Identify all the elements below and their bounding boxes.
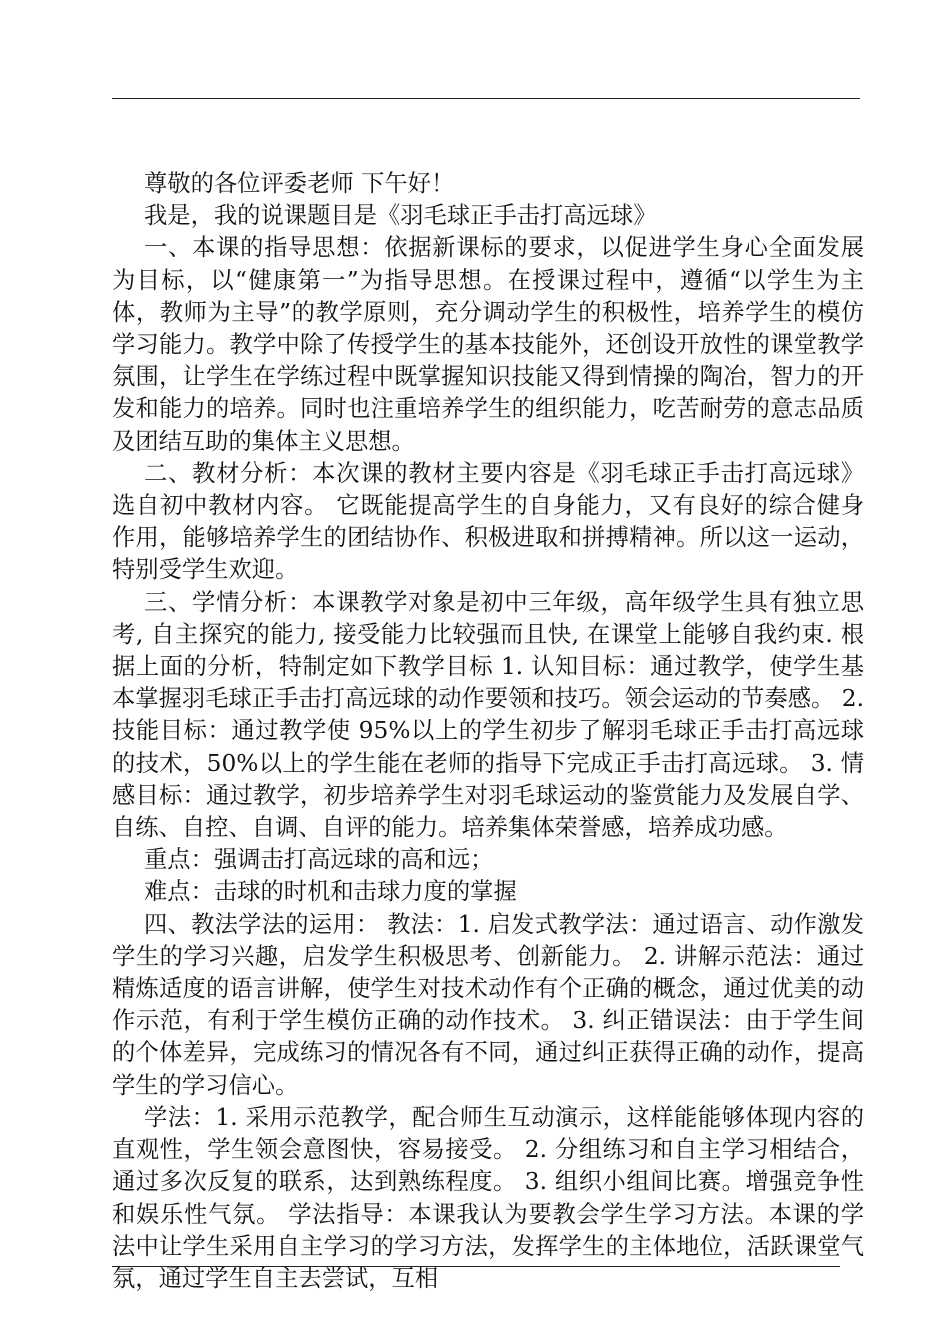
learning-method-paragraph: 学法：1. 采用示范教学，配合师生互动演示，这样能能够体现内容的直观性，学生领会意图快，容易接受。 2. 分组练习和自主学习相结合，通过多次反复的联系，达到熟练程度。 3. 组织小组间比赛。增强竞争性和娱乐性气氛。 学法指导：本课我认为要教会学生学习方法。本课的学法中让学生采用自主学习的学习方法，发挥学生的主体地位，活跃课堂气氛，通过学生自主去尝试，互相 [112,1103,864,1292]
topic-paragraph: 我是，我的说课题目是《羽毛球正手击打高远球》 [144,202,657,230]
teaching-method-paragraph: 四、教法学法的运用： 教法：1. 启发式教学法：通过语言、动作激发学生的学习兴趣，启发学生积极思考、创新能力。 2. 讲解示范法：通过精炼适度的语言讲解，使学生对技术动作有个正确的概念，通过优美的动作示范，有利于学生模仿正确的动作技术。 3. 纠正错误法：由于学生间的个体差异，完成练习的情况各有不同，通过纠正获得正确的动作，提高学生的学习信心。 [112,910,864,1099]
key-point-paragraph: 重点：强调击打高远球的高和远； [144,846,494,874]
header-rule [112,98,860,99]
footer-rule [112,1266,840,1267]
guiding-thought-paragraph: 一、本课的指导思想：依据新课标的要求，以促进学生身心全面发展为目标，以“健康第一”为指导思想。在授课过程中，遵循“以学生为主体，教师为主导”的教学原则，充分调动学生的积极性，培养学生的模仿学习能力。教学中除了传授学生的基本技能外，还创设开放性的课堂教学氛围，让学生在学练过程中既掌握知识技能又得到情操的陶冶，智力的开发和能力的培养。同时也注重培养学生的组织能力，吃苦耐劳的意志品质及团结互助的集体主义思想。 [112,234,864,455]
greeting-paragraph: 尊敬的各位评委老师 下午好！ [144,170,455,197]
difficulty-paragraph: 难点：击球的时机和击球力度的掌握 [144,878,517,906]
material-analysis-paragraph: 二、教材分析：本次课的教材主要内容是《羽毛球正手击打高远球》选自初中教材内容。 它既能提高学生的自身能力，又有良好的综合健身作用，能够培养学生的团结协作、积极进取和拼搏精神。所以这一运动，特别受学生欢迎。 [112,459,864,584]
document-body [112,168,864,1295]
student-analysis-paragraph: 三、学情分析：本课教学对象是初中三年级，高年级学生具有独立思考, 自主探究的能力, 接受能力比较强而且快, 在课堂上能够自我约束. 根据上面的分析，特制定如下教学目标 1. 认知目标：通过教学，使学生基本掌握羽毛球正手击打高远球的动作要领和技巧。领会运动的节奏感。 2. 技能目标：通过教学使 95%以上的学生初步了解羽毛球正手击打高远球的技术，50%以上的学生能在老师的指导下完成正手击打高远球。 3. 情感目标：通过教学，初步培养学生对羽毛球运动的鉴赏能力及发展自学、自练、自控、自调、自评的能力。培养集体荣誉感，培养成功感。 [112,588,864,842]
